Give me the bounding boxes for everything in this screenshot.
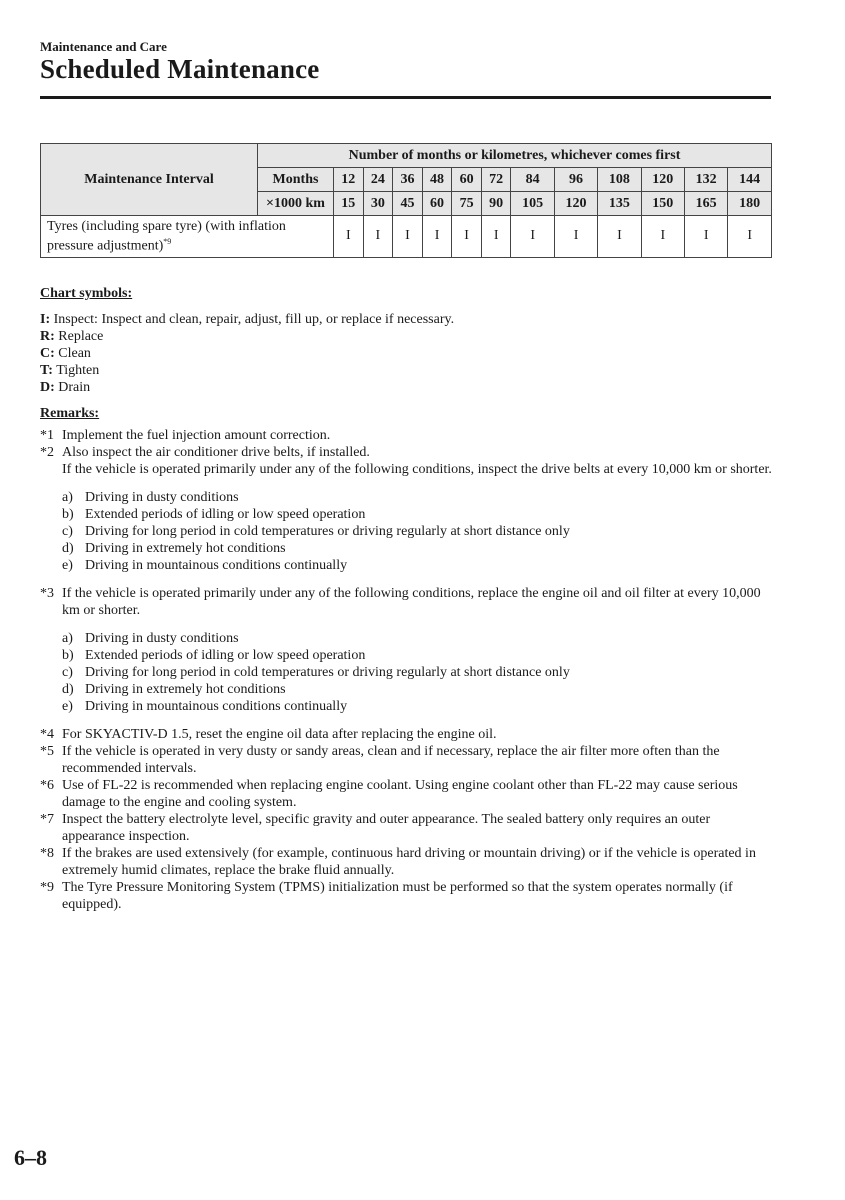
remark-number: *5 xyxy=(40,744,54,759)
condition-item xyxy=(40,698,775,715)
remarks-heading: Remarks: xyxy=(40,406,100,421)
condition-text: Driving in dusty conditions xyxy=(85,490,239,505)
km-cell: 135 xyxy=(598,192,641,216)
table-cell: I xyxy=(481,216,511,258)
title-rule xyxy=(40,96,771,99)
km-cell: 45 xyxy=(393,192,423,216)
month-cell: 84 xyxy=(511,168,554,192)
condition-text: Extended periods of idling or low speed operation xyxy=(85,507,366,522)
remark-number: *8 xyxy=(40,846,54,861)
table-cell: I xyxy=(511,216,554,258)
km-cell: 75 xyxy=(452,192,482,216)
table-cell: I xyxy=(684,216,727,258)
condition-item xyxy=(40,489,775,506)
table-cell: I xyxy=(363,216,393,258)
condition-item xyxy=(40,664,775,681)
condition-letter: a) xyxy=(62,490,73,505)
month-cell: 12 xyxy=(334,168,364,192)
condition-letter: d) xyxy=(62,682,74,697)
km-label: ×1000 km xyxy=(258,192,334,216)
table-cell: I xyxy=(641,216,684,258)
condition-letter: e) xyxy=(62,699,73,714)
remark-number: *1 xyxy=(40,428,54,443)
tyre-item-label xyxy=(41,216,334,258)
remark-7 xyxy=(40,811,775,845)
remark-8 xyxy=(40,845,775,879)
table-cell: I xyxy=(422,216,452,258)
condition-text: Driving for long period in cold temperatures or driving regularly at short distance only xyxy=(85,665,570,680)
symbol-tighten xyxy=(40,362,775,379)
month-cell: 96 xyxy=(554,168,597,192)
symbol-text: Tighten xyxy=(52,363,100,378)
symbol-key: T: xyxy=(40,363,53,378)
condition-item xyxy=(40,681,775,698)
condition-text: Driving in mountainous conditions continually xyxy=(85,699,348,714)
remark-line: Also inspect the air conditioner drive belts, if installed. xyxy=(62,445,370,460)
remark-text: Inspect the battery electrolyte level, specific gravity and outer appearance. The sealed battery only requires an outer appearance inspection. xyxy=(62,812,711,844)
remark-text: The Tyre Pressure Monitoring System (TPMS) initialization must be performed so that the system operates normally (if equipped). xyxy=(62,880,733,912)
condition-letter: c) xyxy=(62,665,73,680)
remark-4 xyxy=(40,726,775,743)
km-cell: 15 xyxy=(334,192,364,216)
condition-text: Extended periods of idling or low speed operation xyxy=(85,648,366,663)
page-title: Scheduled Maintenance xyxy=(40,54,320,84)
condition-letter: c) xyxy=(62,524,73,539)
km-cell: 165 xyxy=(684,192,727,216)
table-header-row xyxy=(41,144,772,168)
condition-item xyxy=(40,557,775,574)
maintenance-table xyxy=(40,143,772,258)
table-cell: I xyxy=(334,216,364,258)
remark-number: *7 xyxy=(40,812,54,827)
condition-text: Driving in dusty conditions xyxy=(85,631,239,646)
content xyxy=(40,285,775,913)
month-cell: 132 xyxy=(684,168,727,192)
condition-item xyxy=(40,523,775,540)
condition-item xyxy=(40,540,775,557)
remark-3 xyxy=(40,585,775,619)
condition-item xyxy=(40,506,775,523)
month-cell: 36 xyxy=(393,168,423,192)
symbol-key: C: xyxy=(40,346,55,361)
remark-text xyxy=(62,444,775,478)
remark-number: *4 xyxy=(40,727,54,742)
chart-symbols-heading: Chart symbols: xyxy=(40,286,133,301)
symbol-text: Clean xyxy=(54,346,91,361)
remark-text: If the vehicle is operated in very dusty or sandy areas, clean and if necessary, replace the air filter more often than the recommended intervals. xyxy=(62,744,720,776)
symbol-text: Drain xyxy=(54,380,91,395)
month-cell: 72 xyxy=(481,168,511,192)
remark-1 xyxy=(40,427,775,444)
symbol-key: I: xyxy=(40,312,51,327)
condition-letter: b) xyxy=(62,507,74,522)
symbol-text: Inspect: Inspect and clean, repair, adjust, fill up, or replace if necessary. xyxy=(50,312,455,327)
table-cell: I xyxy=(452,216,482,258)
symbol-key: R: xyxy=(40,329,55,344)
remark-number: *3 xyxy=(40,586,54,601)
month-cell: 120 xyxy=(641,168,684,192)
remark-9 xyxy=(40,879,775,913)
km-cell: 90 xyxy=(481,192,511,216)
interval-heading: Maintenance Interval xyxy=(41,144,258,216)
month-cell: 144 xyxy=(728,168,772,192)
condition-item xyxy=(40,647,775,664)
condition-text: Driving in extremely hot conditions xyxy=(85,541,286,556)
remark-number: *6 xyxy=(40,778,54,793)
condition-text: Driving in mountainous conditions continually xyxy=(85,558,348,573)
remark-6 xyxy=(40,777,775,811)
remark-text: Implement the fuel injection amount correction. xyxy=(62,428,331,443)
symbol-replace xyxy=(40,328,775,345)
remark-2 xyxy=(40,444,775,478)
remark-text: Use of FL-22 is recommended when replacing engine coolant. Using engine coolant other than FL-22 may cause serious damage to the engine and cooling system. xyxy=(62,778,738,810)
symbol-clean xyxy=(40,345,775,362)
remark-text: For SKYACTIV-D 1.5, reset the engine oil data after replacing the engine oil. xyxy=(62,727,497,742)
condition-letter: b) xyxy=(62,648,74,663)
tyre-item-note: *9 xyxy=(163,237,172,246)
page-number: 6–8 xyxy=(14,1145,47,1170)
tyre-item-text: Tyres (including spare tyre) (with inflation pressure adjustment) xyxy=(47,219,286,254)
condition-text: Driving in extremely hot conditions xyxy=(85,682,286,697)
condition-item xyxy=(40,630,775,647)
symbol-text: Replace xyxy=(54,329,104,344)
remark-5 xyxy=(40,743,775,777)
km-cell: 60 xyxy=(422,192,452,216)
condition-letter: d) xyxy=(62,541,74,556)
remark-text: If the brakes are used extensively (for example, continuous hard driving or mountain driving) or if the vehicle is operated in extremely humid climates, replace the brake fluid annually. xyxy=(62,846,756,878)
km-cell: 120 xyxy=(554,192,597,216)
table-cell: I xyxy=(598,216,641,258)
condition-text: Driving for long period in cold temperatures or driving regularly at short distance only xyxy=(85,524,570,539)
table-cell: I xyxy=(728,216,772,258)
condition-letter: e) xyxy=(62,558,73,573)
span-heading: Number of months or kilometres, whichever comes first xyxy=(258,144,772,168)
symbol-inspect xyxy=(40,311,775,328)
km-cell: 150 xyxy=(641,192,684,216)
section-label: Maintenance and Care xyxy=(40,39,167,54)
month-cell: 48 xyxy=(422,168,452,192)
remark-text: If the vehicle is operated primarily under any of the following conditions, replace the engine oil and oil filter at every 10,000 km or shorter. xyxy=(62,586,761,618)
remark-number: *2 xyxy=(40,445,54,460)
months-label: Months xyxy=(258,168,334,192)
km-cell: 105 xyxy=(511,192,554,216)
table-row xyxy=(41,216,772,258)
month-cell: 60 xyxy=(452,168,482,192)
table-cell: I xyxy=(554,216,597,258)
table-cell: I xyxy=(393,216,423,258)
km-cell: 180 xyxy=(728,192,772,216)
condition-letter: a) xyxy=(62,631,73,646)
symbol-key: D: xyxy=(40,380,55,395)
remark-line: If the vehicle is operated primarily under any of the following conditions, inspect the drive belts at every 10,000 km or shorter. xyxy=(62,462,772,477)
symbol-drain xyxy=(40,379,775,396)
remark-number: *9 xyxy=(40,880,54,895)
month-cell: 24 xyxy=(363,168,393,192)
km-cell: 30 xyxy=(363,192,393,216)
month-cell: 108 xyxy=(598,168,641,192)
